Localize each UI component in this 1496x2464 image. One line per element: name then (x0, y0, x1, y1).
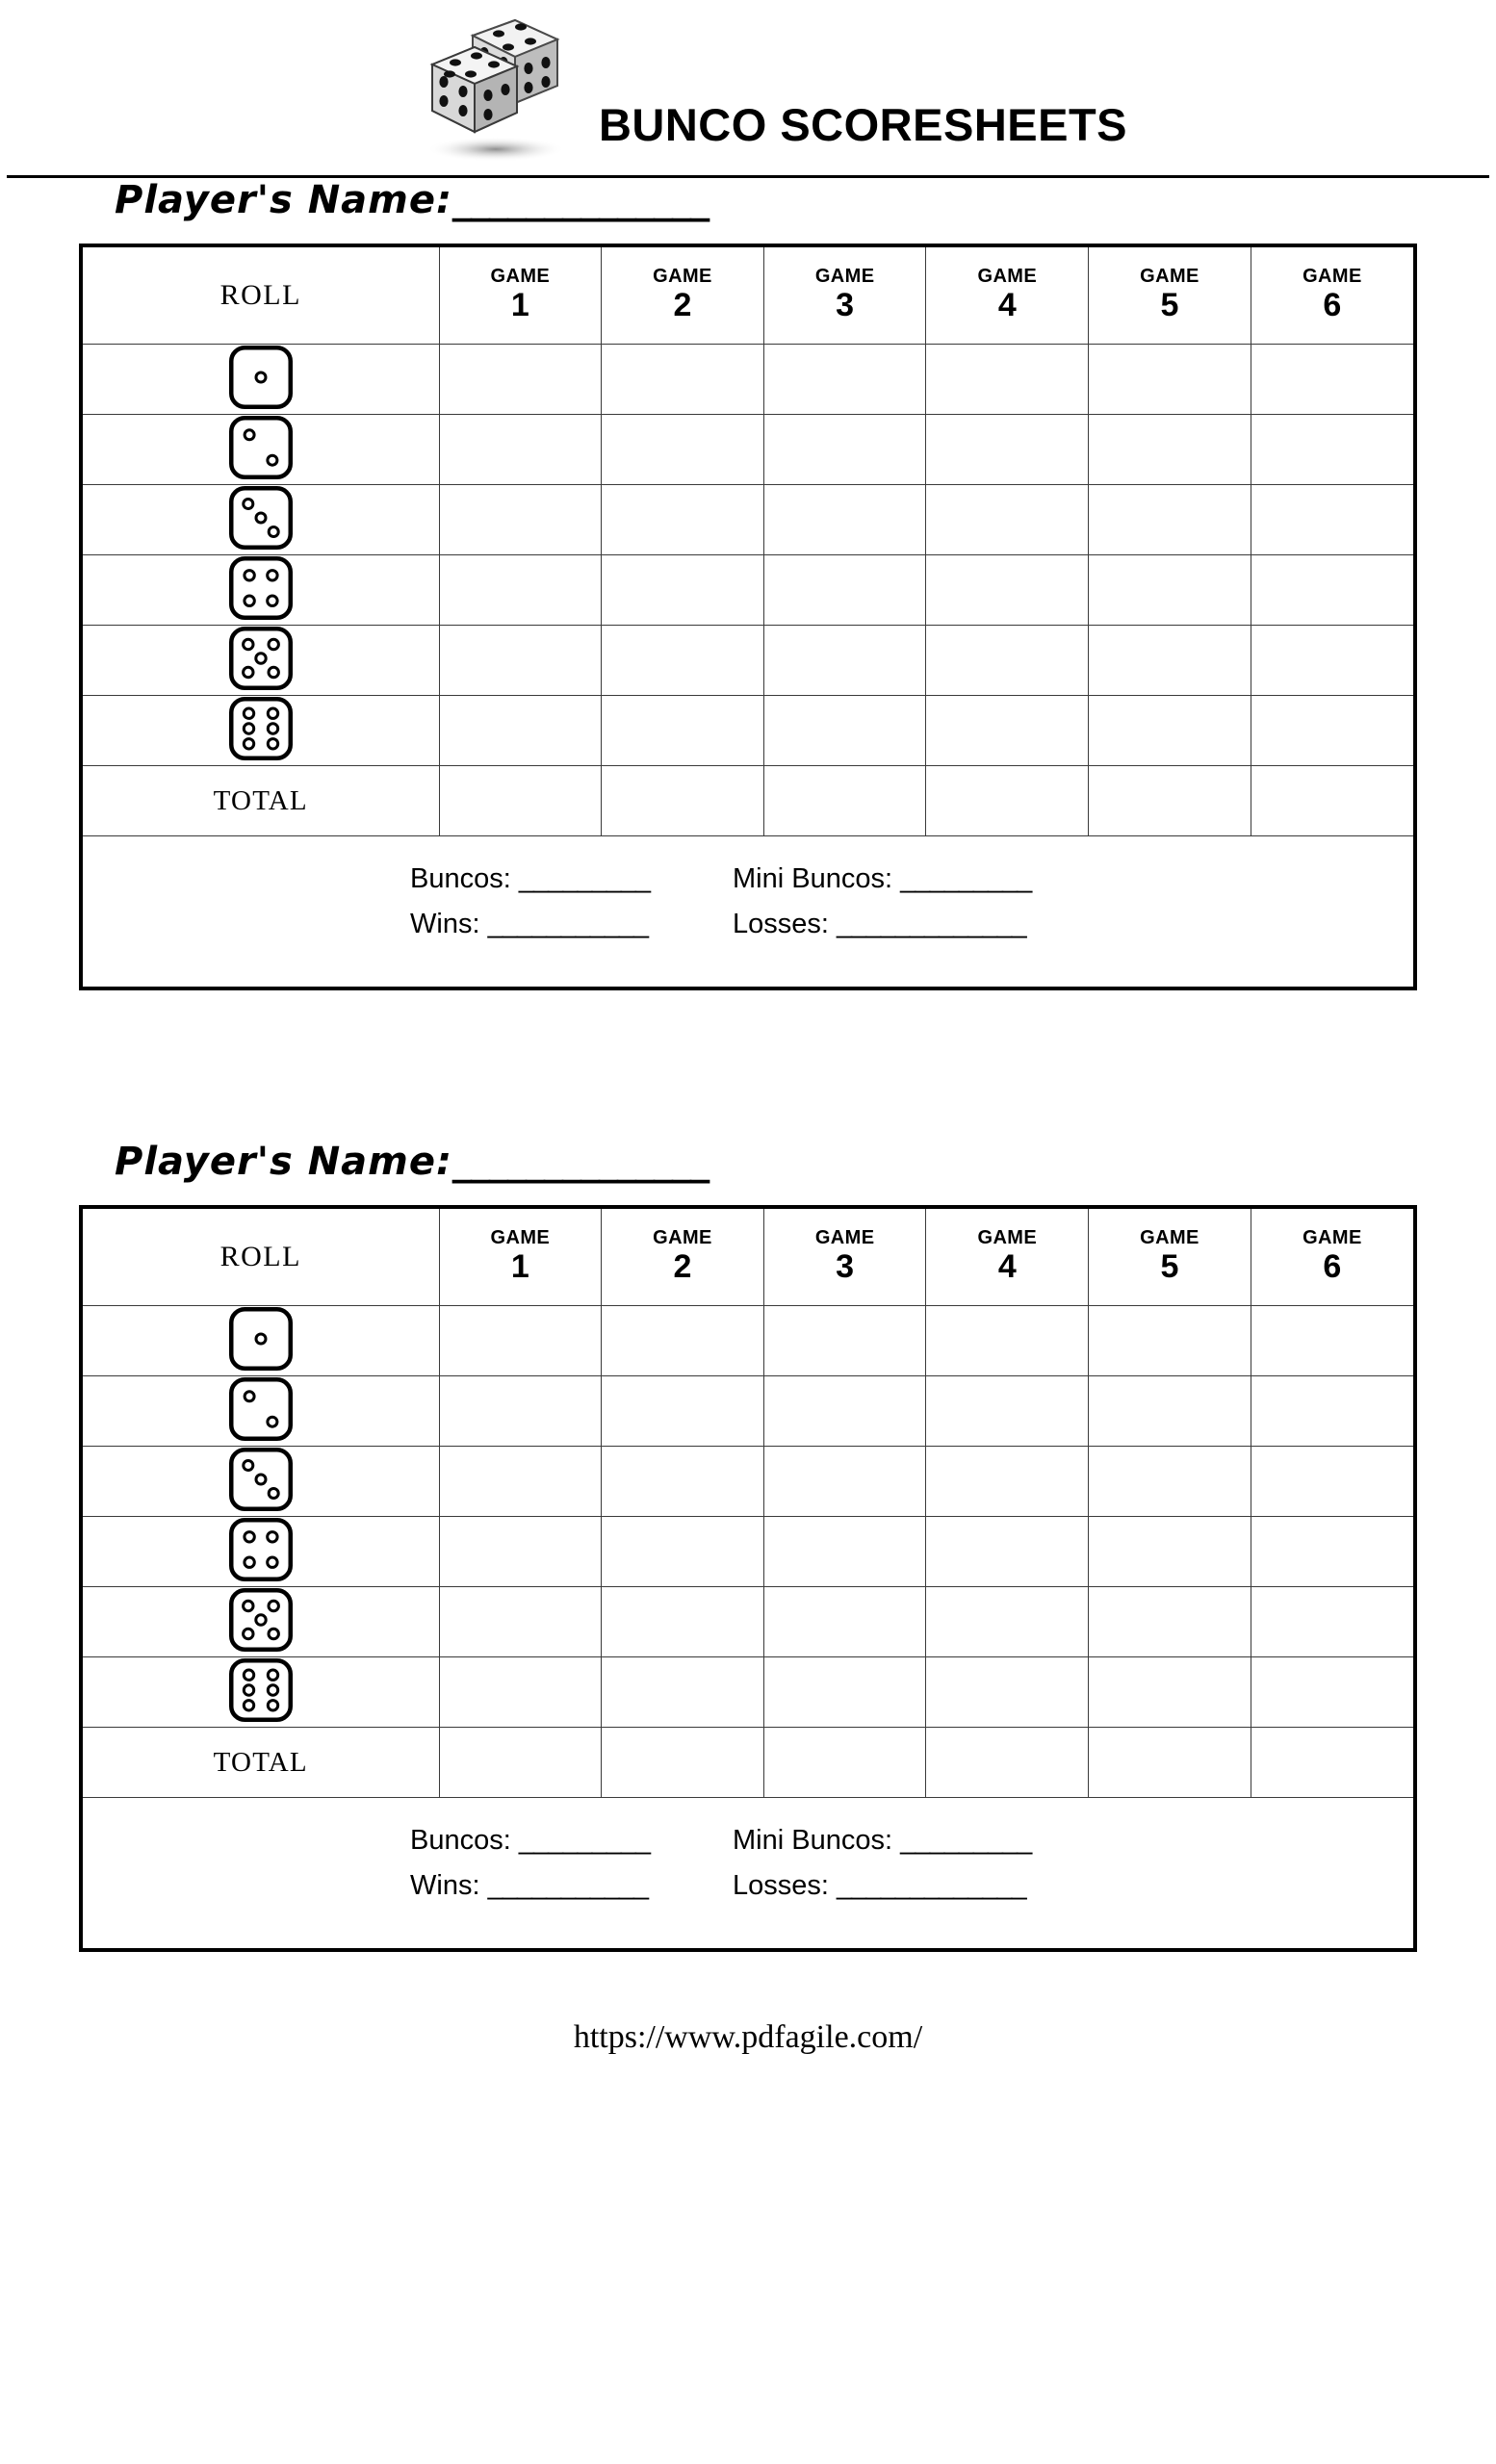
score-cell[interactable] (763, 415, 926, 485)
stats-row-buncos (83, 863, 1413, 895)
score-cell[interactable] (1089, 415, 1251, 485)
player-name-field[interactable]: ______________ (451, 178, 709, 222)
page-title: BUNCO SCORESHEETS (598, 99, 1128, 150)
game-word: GAME (1140, 1227, 1199, 1249)
die-face-1-icon (229, 1307, 293, 1375)
score-cell[interactable] (763, 1376, 926, 1447)
losses-label: Losses: (733, 1870, 829, 1901)
losses-field[interactable] (733, 1870, 1026, 1902)
game-number: 2 (673, 287, 692, 324)
game-word: GAME (653, 266, 712, 288)
score-cell[interactable] (763, 1587, 926, 1657)
player-name-line (64, 178, 1432, 222)
player-name-line (64, 1140, 1432, 1184)
buncos-field[interactable] (410, 863, 733, 895)
score-cell[interactable] (763, 696, 926, 766)
die-face-4-icon (229, 1518, 293, 1586)
mini-buncos-blank: _________ (900, 863, 1032, 894)
score-cell[interactable] (1089, 696, 1251, 766)
total-row (83, 1728, 1413, 1798)
roll-die-5 (83, 626, 439, 696)
score-table (83, 247, 1413, 836)
score-cell[interactable] (1089, 485, 1251, 555)
total-cell[interactable] (439, 766, 602, 836)
roll-die-6 (83, 696, 439, 766)
table-row (83, 345, 1413, 415)
game-number: 6 (1323, 287, 1342, 324)
game-number: 4 (997, 1248, 1017, 1286)
score-cell[interactable] (926, 626, 1089, 696)
table-row (83, 1517, 1413, 1587)
header-game-4 (926, 1209, 1089, 1306)
mini-buncos-field[interactable] (733, 863, 1031, 895)
roll-die-6 (83, 1657, 439, 1728)
score-cell[interactable] (602, 1587, 764, 1657)
mini-buncos-blank: _________ (900, 1825, 1032, 1856)
score-cell[interactable] (602, 696, 764, 766)
game-word: GAME (490, 1227, 551, 1249)
roll-die-3 (83, 485, 439, 555)
mini-buncos-field[interactable] (733, 1825, 1031, 1857)
total-row (83, 766, 1413, 836)
total-cell[interactable] (763, 1728, 926, 1798)
stats-row-wins (83, 1870, 1413, 1902)
table-row (83, 1376, 1413, 1447)
header-game-2 (602, 247, 764, 345)
losses-label: Losses: (733, 909, 829, 939)
die-face-2-icon (229, 416, 293, 484)
player-scoresheet-1 (64, 178, 1432, 990)
stats-section (83, 1798, 1413, 1948)
buncos-label: Buncos: (410, 863, 511, 894)
wins-blank: ___________ (487, 909, 648, 939)
wins-field[interactable] (410, 909, 733, 940)
roll-die-1 (83, 1306, 439, 1376)
dice-icon (407, 14, 585, 168)
score-cell[interactable] (926, 345, 1089, 415)
game-word: GAME (653, 1227, 712, 1249)
total-label: TOTAL (83, 1728, 439, 1798)
die-face-5-icon (229, 627, 293, 695)
score-cell[interactable] (1089, 1376, 1251, 1447)
score-cell[interactable] (439, 345, 602, 415)
footer-url[interactable]: https://www.pdfagile.com/ (573, 2019, 923, 2055)
page-header (0, 0, 1496, 178)
player-scoresheet-2 (64, 1140, 1432, 1952)
score-cell[interactable] (763, 1306, 926, 1376)
game-number: 3 (836, 287, 855, 324)
total-cell[interactable] (926, 766, 1089, 836)
total-cell[interactable] (1251, 766, 1413, 836)
score-cell[interactable] (926, 1657, 1089, 1728)
score-cell[interactable] (763, 345, 926, 415)
game-number: 1 (510, 1248, 529, 1286)
header-game-1 (439, 1209, 602, 1306)
wins-blank: ___________ (487, 1870, 648, 1901)
roll-die-3 (83, 1447, 439, 1517)
score-cell[interactable] (1089, 1587, 1251, 1657)
score-cell[interactable] (1251, 1376, 1413, 1447)
score-cell[interactable] (439, 1587, 602, 1657)
total-label: TOTAL (83, 766, 439, 836)
score-cell[interactable] (439, 696, 602, 766)
table-row (83, 1657, 1413, 1728)
roll-die-1 (83, 345, 439, 415)
table-row (83, 415, 1413, 485)
header-game-6 (1251, 247, 1413, 345)
mini-buncos-label: Mini Buncos: (733, 1825, 893, 1856)
buncos-label: Buncos: (410, 1825, 511, 1856)
score-cell[interactable] (602, 626, 764, 696)
losses-blank: _____________ (837, 909, 1026, 939)
score-cell[interactable] (1089, 1517, 1251, 1587)
score-cell[interactable] (602, 1517, 764, 1587)
header-roll: ROLL (83, 1209, 439, 1306)
score-cell[interactable] (1251, 555, 1413, 626)
losses-blank: _____________ (837, 1870, 1026, 1901)
score-cell[interactable] (439, 415, 602, 485)
total-cell[interactable] (1089, 766, 1251, 836)
score-cell[interactable] (1251, 626, 1413, 696)
buncos-blank: _________ (518, 1825, 651, 1856)
header-game-4 (926, 247, 1089, 345)
total-cell[interactable] (1251, 1728, 1413, 1798)
table-row (83, 485, 1413, 555)
game-number: 3 (836, 1248, 855, 1286)
table-row (83, 696, 1413, 766)
wins-field[interactable] (410, 1870, 733, 1902)
stats-row-wins (83, 909, 1413, 940)
stats-section (83, 836, 1413, 987)
score-table (83, 1209, 1413, 1798)
score-cell[interactable] (926, 696, 1089, 766)
table-row (83, 1587, 1413, 1657)
score-cell[interactable] (1251, 345, 1413, 415)
die-face-6-icon (229, 697, 293, 765)
score-cell[interactable] (1089, 555, 1251, 626)
header-game-5 (1089, 247, 1251, 345)
score-cell[interactable] (763, 626, 926, 696)
header-game-5 (1089, 1209, 1251, 1306)
total-cell[interactable] (1089, 1728, 1251, 1798)
header-game-2 (602, 1209, 764, 1306)
score-cell[interactable] (439, 1306, 602, 1376)
header-game-6 (1251, 1209, 1413, 1306)
game-word: GAME (490, 266, 551, 288)
table-row (83, 1306, 1413, 1376)
table-header-row (83, 247, 1413, 345)
score-cell[interactable] (602, 345, 764, 415)
game-word: GAME (977, 266, 1038, 288)
mini-buncos-label: Mini Buncos: (733, 863, 893, 894)
score-cell[interactable] (439, 1517, 602, 1587)
score-cell[interactable] (1089, 1306, 1251, 1376)
die-face-3-icon (229, 1448, 293, 1516)
game-number: 6 (1323, 1248, 1342, 1286)
game-word: GAME (1303, 1227, 1362, 1249)
score-cell[interactable] (439, 1447, 602, 1517)
score-cell[interactable] (439, 555, 602, 626)
game-word: GAME (814, 1227, 875, 1249)
game-number: 2 (673, 1248, 692, 1286)
buncos-blank: _________ (518, 863, 651, 894)
score-cell[interactable] (763, 485, 926, 555)
game-word: GAME (977, 1227, 1038, 1249)
die-face-2-icon (229, 1377, 293, 1446)
game-number: 5 (1160, 1248, 1179, 1286)
game-number: 5 (1160, 287, 1179, 324)
score-cell[interactable] (926, 555, 1089, 626)
header-game-3 (763, 247, 926, 345)
total-cell[interactable] (926, 1728, 1089, 1798)
game-number: 4 (997, 287, 1017, 324)
header-roll: ROLL (83, 247, 439, 345)
die-face-1-icon (229, 346, 293, 414)
roll-die-2 (83, 1376, 439, 1447)
score-cell[interactable] (926, 1447, 1089, 1517)
wins-label: Wins: (410, 909, 480, 939)
roll-die-4 (83, 1517, 439, 1587)
die-face-4-icon (229, 556, 293, 625)
roll-die-5 (83, 1587, 439, 1657)
score-cell[interactable] (439, 1376, 602, 1447)
game-word: GAME (1140, 266, 1199, 288)
game-word: GAME (814, 266, 875, 288)
score-cell[interactable] (439, 1657, 602, 1728)
score-cell[interactable] (602, 1657, 764, 1728)
score-cell[interactable] (1251, 1306, 1413, 1376)
losses-field[interactable] (733, 909, 1026, 940)
score-cell[interactable] (602, 1306, 764, 1376)
section-gap (0, 990, 1496, 1140)
player-name-label: Player's Name: (115, 178, 452, 222)
table-row (83, 555, 1413, 626)
score-cell[interactable] (926, 1376, 1089, 1447)
score-cell[interactable] (1089, 345, 1251, 415)
die-face-5-icon (229, 1588, 293, 1656)
total-cell[interactable] (763, 766, 926, 836)
game-number: 1 (510, 287, 529, 324)
table-row (83, 626, 1413, 696)
score-cell[interactable] (926, 485, 1089, 555)
score-cell[interactable] (926, 1587, 1089, 1657)
scoresheet-card (79, 244, 1417, 990)
header-game-3 (763, 1209, 926, 1306)
score-cell[interactable] (763, 1517, 926, 1587)
score-cell[interactable] (763, 1447, 926, 1517)
total-cell[interactable] (602, 766, 764, 836)
die-face-6-icon (229, 1658, 293, 1727)
score-cell[interactable] (602, 415, 764, 485)
score-cell[interactable] (926, 415, 1089, 485)
score-cell[interactable] (602, 555, 764, 626)
score-cell[interactable] (602, 485, 764, 555)
header-divider (7, 175, 1489, 178)
player-name-label: Player's Name: (115, 1140, 452, 1184)
player-name-field[interactable]: ______________ (451, 1140, 709, 1184)
die-face-3-icon (229, 486, 293, 554)
stats-row-buncos (83, 1825, 1413, 1857)
total-cell[interactable] (439, 1728, 602, 1798)
total-cell[interactable] (602, 1728, 764, 1798)
score-cell[interactable] (1251, 696, 1413, 766)
roll-die-4 (83, 555, 439, 626)
score-cell[interactable] (1251, 1657, 1413, 1728)
table-row (83, 1447, 1413, 1517)
score-cell[interactable] (1089, 626, 1251, 696)
score-cell[interactable] (1251, 1447, 1413, 1517)
score-cell[interactable] (763, 555, 926, 626)
score-cell[interactable] (602, 1376, 764, 1447)
score-cell[interactable] (1251, 1587, 1413, 1657)
table-header-row (83, 1209, 1413, 1306)
score-cell[interactable] (1251, 1517, 1413, 1587)
scoresheet-card (79, 1205, 1417, 1952)
score-cell[interactable] (1251, 485, 1413, 555)
score-cell[interactable] (1089, 1657, 1251, 1728)
score-cell[interactable] (602, 1447, 764, 1517)
roll-die-2 (83, 415, 439, 485)
header-game-1 (439, 247, 602, 345)
score-cell[interactable] (1089, 1447, 1251, 1517)
score-cell[interactable] (439, 626, 602, 696)
score-cell[interactable] (926, 1517, 1089, 1587)
score-cell[interactable] (439, 485, 602, 555)
wins-label: Wins: (410, 1870, 480, 1901)
score-cell[interactable] (763, 1657, 926, 1728)
buncos-field[interactable] (410, 1825, 733, 1857)
score-cell[interactable] (1251, 415, 1413, 485)
score-cell[interactable] (926, 1306, 1089, 1376)
game-word: GAME (1303, 266, 1362, 288)
